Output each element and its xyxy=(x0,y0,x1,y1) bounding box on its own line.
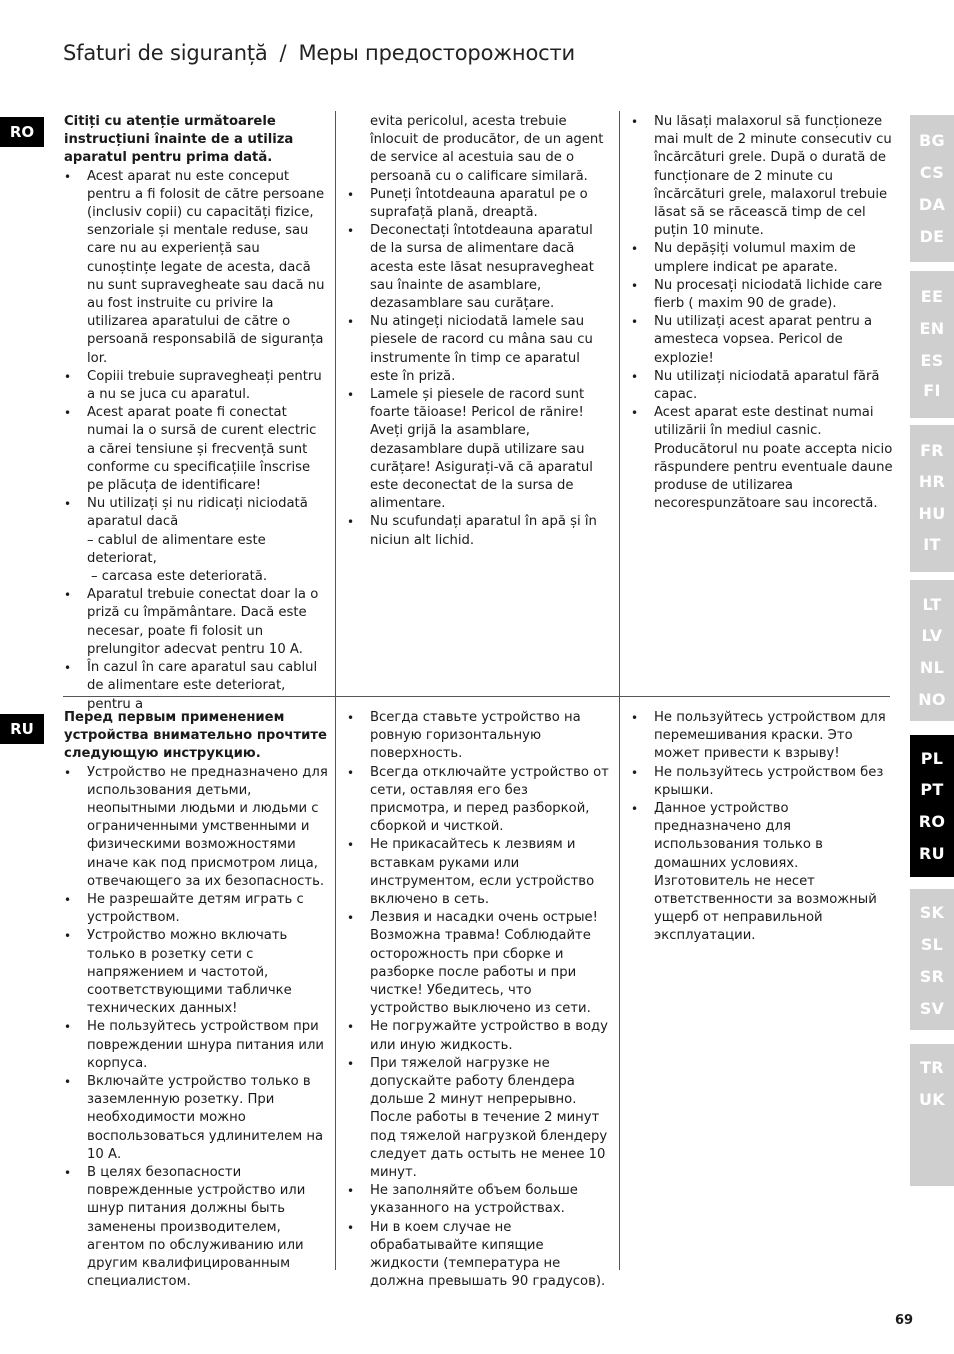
language-tab-hr[interactable]: HR xyxy=(918,472,946,491)
ro-list-3 xyxy=(631,113,893,513)
list-item xyxy=(64,495,326,586)
language-group xyxy=(910,115,954,262)
list-item: • Устройство можно включать только в розетку сети с напряжением и частотой, соответствующими табличке технических данных! xyxy=(64,927,328,1018)
language-tab-fi[interactable]: FI xyxy=(923,381,941,400)
list-item: • Acest aparat nu este conceput pentru a fi folosit de către persoane (inclusiv copii) cu capacități fizice, senzoriale și mentale reduse, sau care nu au experiență sau cunoștințe legate de acesta, dacă nu sunt supravegheate sau dacă nu au fost instruite cu privire la utilizarea aparatului de către o persoană responsabilă de siguranța lor. xyxy=(64,168,326,368)
list-item: • Устройство не предназначено для использования детьми, неопытными людьми и людьми с ограниченными умственными и физическими возможностями иначе как под присмотром лица, отвечающего за их безопасность. xyxy=(64,764,328,891)
list-item: • Не погружайте устройство в воду или иную жидкость. xyxy=(347,1018,609,1054)
list-item-text: • Nu utilizați și nu ridicați niciodată aparatul dacă xyxy=(87,496,308,530)
column-divider xyxy=(335,111,336,697)
list-item: • Aparatul trebuie conectat doar la o priză cu împământare. Dacă este necesar, poate fi folosit un prelungitor adecvat pentru 10 A. xyxy=(64,586,326,659)
ru-column-1 xyxy=(64,709,328,1292)
language-group xyxy=(910,425,954,572)
list-subitem: – cablul de alimentare este deteriorat, xyxy=(87,532,266,566)
list-item: • Данное устройство предназначено для использования только в домашних условиях. Изготовитель не несет ответственности за возможный ущерб от неправильной эксплуатации. xyxy=(631,800,895,946)
ro-list-2 xyxy=(347,186,609,550)
title-separator: / xyxy=(279,41,287,65)
list-item: • Включайте устройство только в заземленную розетку. При необходимости можно воспользоваться удлинителем на 10 А. xyxy=(64,1073,328,1164)
list-item: • Не пользуйтесь устройством без крышки. xyxy=(631,764,895,800)
language-tab-bg[interactable]: BG xyxy=(919,131,945,150)
ru-list-3 xyxy=(631,709,895,946)
ro-list-1 xyxy=(64,168,326,714)
language-tab-da[interactable]: DA xyxy=(918,195,946,214)
list-item: • Не заполняйте объем больше указанного на устройствах. xyxy=(347,1182,609,1218)
ro-column-1 xyxy=(64,113,326,714)
list-item: • Не пользуйтесь устройством для перемешивания краски. Это может привести к взрыву! xyxy=(631,709,895,764)
list-item: • В целях безопасности поврежденные устройство или шнур питания должны быть заменены производителем, агентом по обслуживанию или другим квалифицированным специалистом. xyxy=(64,1164,328,1291)
list-item: • Nu lăsați malaxorul să funcționeze mai mult de 2 minute consecutiv cu încărcături grele. După o durată de funcționare de 2 minute cu încărcături grele, malaxorul trebuie lăsat să se răcească timp de cel puțin 10 minute. xyxy=(631,113,893,240)
page-number: 69 xyxy=(895,1313,914,1328)
list-item: • Не пользуйтесь устройством при повреждении шнура питания или корпуса. xyxy=(64,1018,328,1073)
ro-continuation: evita pericolul, acesta trebuie înlocuit de producător, de un agent de service al acestuia sau de o persoană cu o calificare similară. xyxy=(370,114,604,184)
language-tab-lv[interactable]: LV xyxy=(921,626,943,645)
title-ro: Sfaturi de siguranță xyxy=(63,41,268,65)
title-ru: Меры предосторожности xyxy=(298,41,575,65)
ro-lead: Citiți cu atenție următoarele instrucțiuni înainte de a utiliza aparatul pentru prima dată. xyxy=(64,114,294,166)
language-tab-ro[interactable]: RO xyxy=(918,812,946,831)
language-tab-fr[interactable]: FR xyxy=(920,441,944,460)
list-item: • Puneți întotdeauna aparatul pe o suprafață plană, dreaptă. xyxy=(347,186,609,222)
language-tab-cs[interactable]: CS xyxy=(919,163,945,182)
page-title xyxy=(63,41,575,65)
list-item: • Acest aparat este destinat numai utilizării în mediul casnic. Producătorul nu poate accepta nicio răspundere pentru eventuale daune produse de utilizarea necorespunzătoare sau incorectă. xyxy=(631,404,893,513)
language-tab-en[interactable]: EN xyxy=(919,319,945,338)
list-item: • Nu utilizați niciodată aparatul fără capac. xyxy=(631,368,893,404)
list-item: • Nu utilizați acest aparat pentru a amesteca vopsea. Pericol de explozie! xyxy=(631,313,893,368)
language-tab-ee[interactable]: EE xyxy=(920,287,944,306)
language-tab-nl[interactable]: NL xyxy=(919,658,945,677)
language-group xyxy=(910,1044,954,1186)
language-tab-ru[interactable]: RU xyxy=(919,844,945,863)
list-item: • Nu procesați niciodată lichide care fierb ( maxim 90 de grade). xyxy=(631,277,893,313)
language-tab-sl[interactable]: SL xyxy=(920,935,944,954)
language-group xyxy=(910,889,954,1030)
language-tab-sk[interactable]: SK xyxy=(919,903,945,922)
list-item: • Всегда ставьте устройство на ровную горизонтальную поверхность. xyxy=(347,709,609,764)
language-tab-pt[interactable]: PT xyxy=(920,780,944,799)
lang-badge-ro: RO xyxy=(0,117,44,147)
list-item: • Ни в коем случае не обрабатывайте кипящие жидкости (температура не должна превышать 90 градусов). xyxy=(347,1219,609,1292)
list-item: • Лезвия и насадки очень острые! Возможна травма! Соблюдайте осторожность при сборке и разборке после работы и при чистке! Убедитесь, что устройство выключено из сети. xyxy=(347,909,609,1018)
list-item: • При тяжелой нагрузке не допускайте работу блендера дольше 2 минут непрерывно. После работы в течение 2 минут под тяжелой нагрузкой блендеру следует дать остыть не менее 10 минут. xyxy=(347,1055,609,1182)
column-divider xyxy=(335,697,336,1270)
language-tab-pl[interactable]: PL xyxy=(920,749,944,768)
language-tab-tr[interactable]: TR xyxy=(920,1058,944,1077)
language-tab-it[interactable]: IT xyxy=(923,535,941,554)
language-tab-no[interactable]: NO xyxy=(918,690,946,709)
list-item: • Не прикасайтесь к лезвиям и вставкам руками или инструментом, если устройство включено в сеть. xyxy=(347,836,609,909)
language-tab-sv[interactable]: SV xyxy=(919,999,945,1018)
language-tab-lt[interactable]: LT xyxy=(922,595,942,614)
list-item: • Lamele și piesele de racord sunt foarte tăioase! Pericol de rănire! Aveți grijă la asamblare, dezasamblare după utilizare sau curățare! Asigurați-vă că aparatul este deconectat de la sursa de alimentare. xyxy=(347,386,609,513)
language-tab-uk[interactable]: UK xyxy=(919,1090,945,1109)
language-group-active xyxy=(910,735,954,877)
column-divider xyxy=(619,111,620,697)
ro-column-3 xyxy=(631,113,893,513)
language-tab-de[interactable]: DE xyxy=(919,227,945,246)
ru-lead: Перед первым применением устройства внимательно прочтите следующую инструкцию. xyxy=(64,710,327,762)
column-divider xyxy=(619,697,620,1270)
ru-list-1 xyxy=(64,764,328,1292)
ru-list-2 xyxy=(347,709,609,1292)
list-item: • Nu scufundați aparatul în apă și în niciun alt lichid. xyxy=(347,513,609,549)
list-item: • În cazul în care aparatul sau cablul de alimentare este deteriorat, pentru a xyxy=(64,659,326,714)
ru-column-3 xyxy=(631,709,895,946)
list-subitem: – carcasa este deteriorată. xyxy=(91,569,268,585)
list-item: • Nu atingeți niciodată lamele sau piesele de racord cu mâna sau cu instrumente în timp ce aparatul este în priză. xyxy=(347,313,609,386)
language-group xyxy=(910,271,954,418)
list-item: • Acest aparat poate fi conectat numai la o sursă de curent electric a cărei tensiune și frecvență sunt conforme cu specificațiile înscrise pe plăcuța de identificare! xyxy=(64,404,326,495)
language-tab-es[interactable]: ES xyxy=(920,351,944,370)
language-group xyxy=(910,580,954,721)
language-tab-sr[interactable]: SR xyxy=(919,967,945,986)
list-item: • Copiii trebuie supravegheați pentru a nu se juca cu aparatul. xyxy=(64,368,326,404)
list-item: • Не разрешайте детям играть с устройством. xyxy=(64,891,328,927)
list-item: • Nu depășiți volumul maxim de umplere indicat pe aparate. xyxy=(631,240,893,276)
ru-column-2 xyxy=(347,709,609,1292)
ro-column-2 xyxy=(347,113,609,550)
list-item: • Всегда отключайте устройство от сети, оставляя его без присмотра, и перед разборкой, сборкой и чисткой. xyxy=(347,764,609,837)
list-item: • Deconectați întotdeauna aparatul de la sursa de alimentare dacă acesta este lăsat nesupravegheat sau înainte de asamblare, dezasamblare sau curățare. xyxy=(347,222,609,313)
lang-badge-ru: RU xyxy=(0,714,44,744)
language-tab-hu[interactable]: HU xyxy=(918,504,946,523)
